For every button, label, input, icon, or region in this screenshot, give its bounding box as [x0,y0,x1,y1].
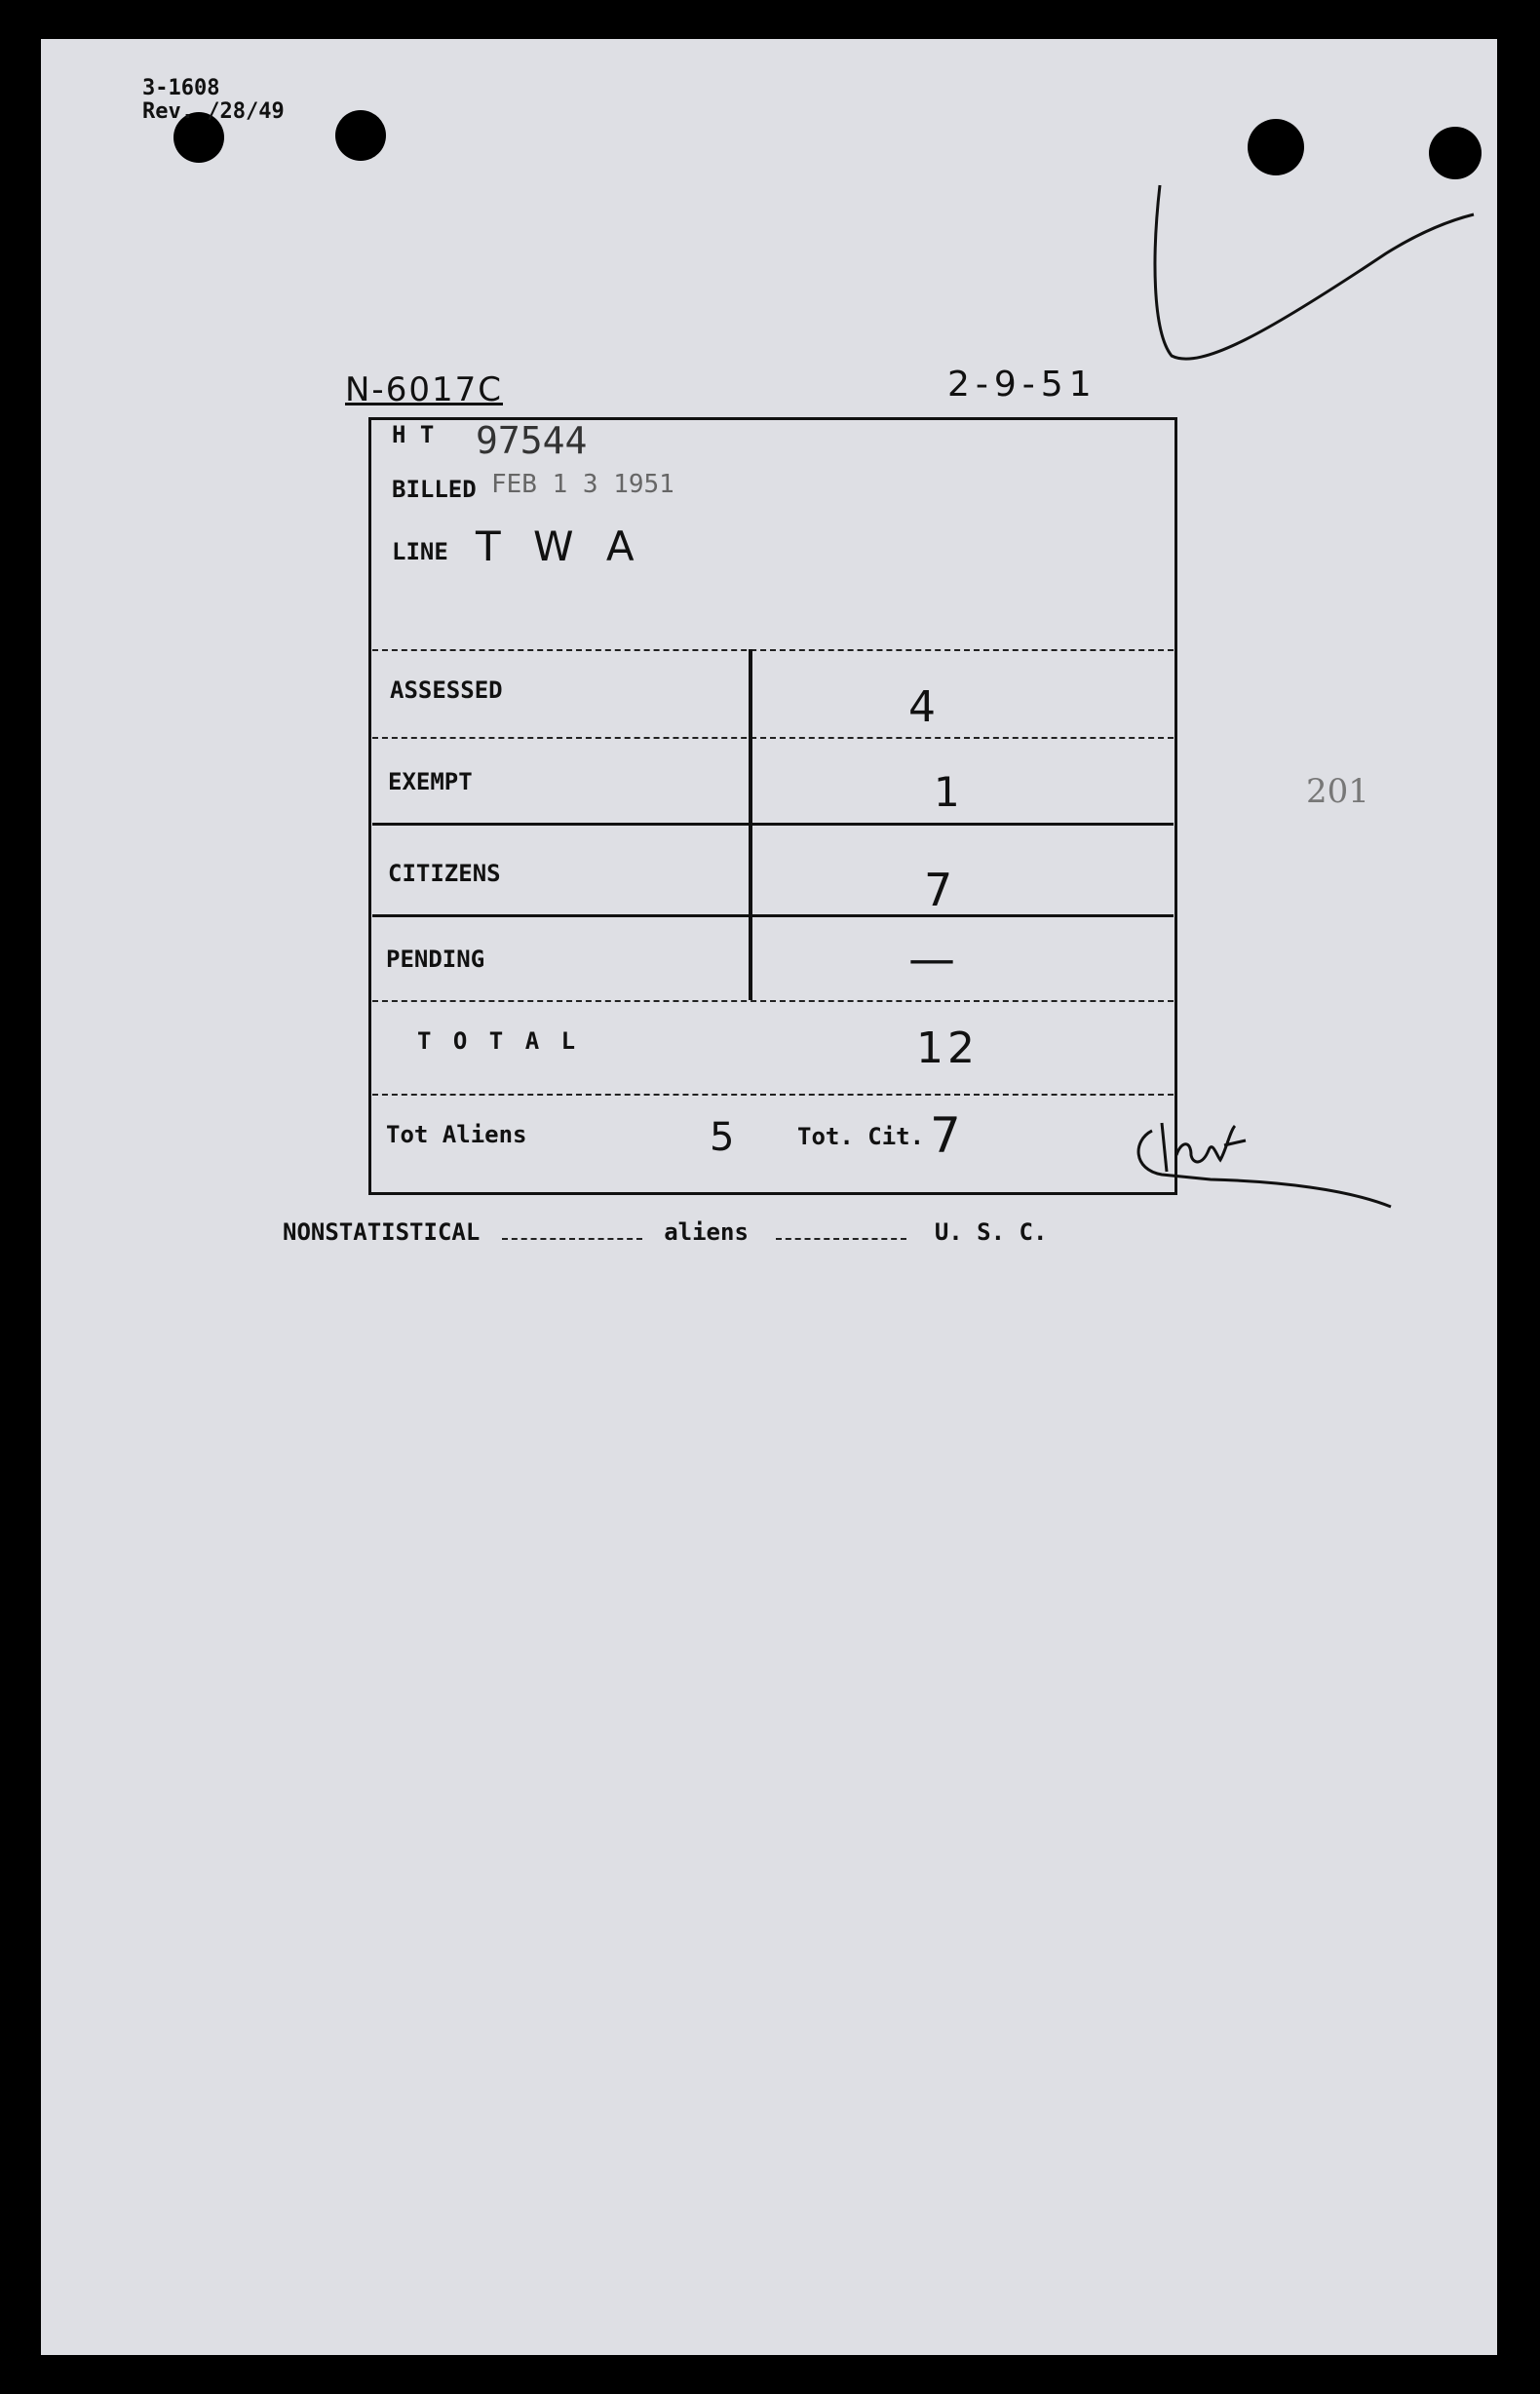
tot-aliens-value: 5 [710,1115,735,1160]
ht-label: H T [392,421,435,448]
citizens-label: CITIZENS [388,860,501,887]
divider [372,1000,1174,1002]
check-mark-icon [1113,136,1503,409]
usc-label: U. S. C. [934,1218,1048,1246]
nonstatistical-label: NONSTATISTICAL [283,1218,481,1246]
billed-date-stamp: FEB 1 3 1951 [491,470,674,499]
exempt-value: 1 [934,768,960,816]
assessed-value: 4 [908,682,936,732]
assessed-label: ASSESSED [390,676,503,704]
form-number: 3-1608 [142,76,220,100]
form-revision: Rev. /28/49 [142,99,285,124]
record-id-handwritten: N-6017C [345,370,503,409]
pending-label: PENDING [386,946,485,973]
tot-cit-label: Tot. Cit. [797,1123,925,1150]
document-page [41,39,1497,2355]
punch-hole [335,110,386,161]
pending-value: — [908,932,955,986]
line-label: LINE [392,538,448,565]
tot-cit-value: 7 [930,1107,961,1164]
divider [372,914,1174,917]
total-value: 12 [916,1023,979,1073]
total-label: T O T A L [417,1027,580,1055]
divider [372,823,1174,826]
line-value-handwritten: T W A [476,522,644,570]
aliens-label: aliens [664,1218,749,1246]
nonstatistical-aliens-blank [502,1238,642,1240]
column-divider [749,649,752,1000]
date-handwritten: 2-9-51 [947,365,1097,405]
exempt-label: EXEMPT [388,768,473,795]
citizens-value: 7 [924,864,953,916]
nonstatistical-line [283,1218,1047,1246]
divider [372,737,1174,739]
tot-aliens-label: Tot Aliens [386,1121,527,1148]
ht-number-stamp: 97544 [476,419,588,462]
usc-blank [776,1238,906,1240]
billed-label: BILLED [392,476,477,503]
divider [372,1094,1174,1096]
divider [372,649,1174,651]
initials-signature [1123,1111,1405,1218]
page-number: 201 [1306,772,1369,811]
